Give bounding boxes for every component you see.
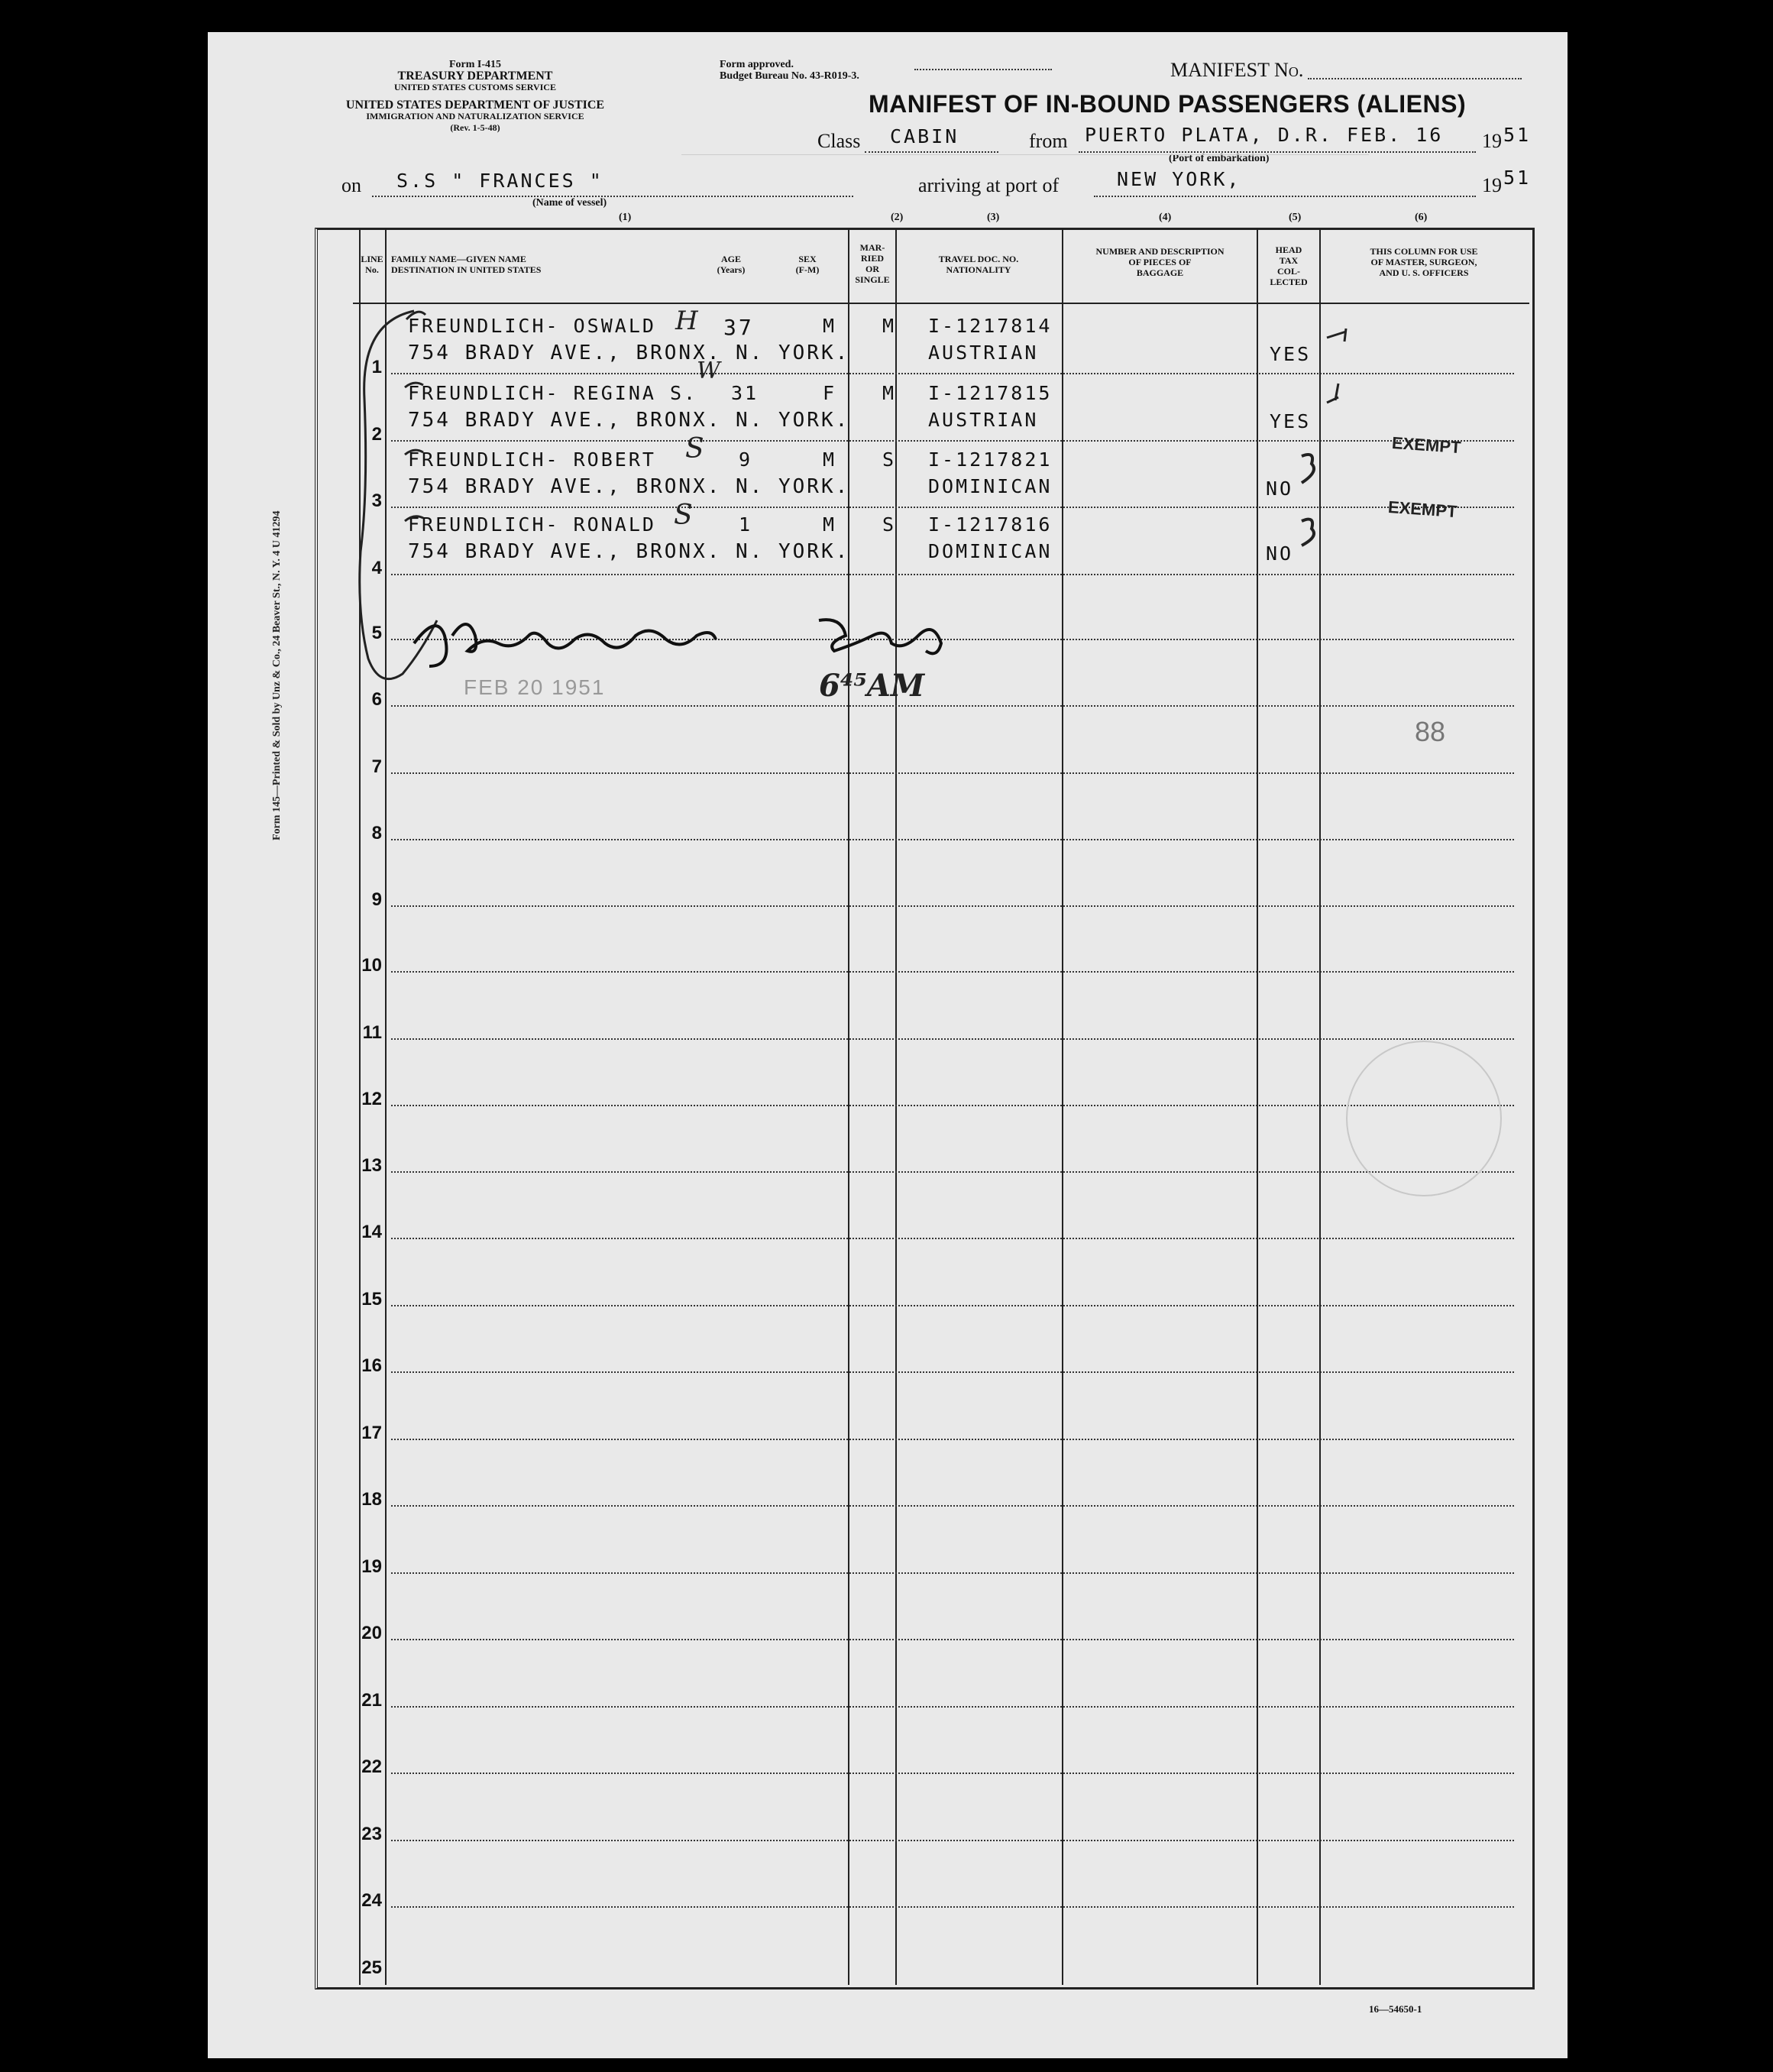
passenger-married: M: [882, 315, 897, 337]
vessel-name: S.S " FRANCES ": [396, 170, 603, 192]
row-rule: [391, 1572, 1514, 1574]
line-number: 3: [371, 490, 382, 511]
passenger-head-tax: YES: [1270, 410, 1312, 432]
footer-code: 16—54650-1: [1369, 2003, 1422, 2015]
passenger-doc-no: I-1217815: [928, 382, 1053, 404]
line-number: 22: [361, 1756, 382, 1777]
header-married: MAR- RIED OR SINGLE: [855, 242, 890, 285]
row-rule: [391, 1840, 1514, 1841]
col-number-3: (3): [987, 212, 1000, 223]
passenger-doc-no: I-1217814: [928, 315, 1053, 337]
passenger-mark: H: [675, 306, 698, 336]
check-mark: [1327, 384, 1338, 403]
form-approved: Form approved.: [720, 59, 794, 70]
inspector-initials: [819, 620, 941, 653]
printer-imprint: Form 145—Printed & Sold by Unz & Co., 24 Beaver St., N. Y. 4 U 41294: [271, 510, 283, 840]
line-number: 8: [371, 823, 382, 843]
line-number: 16: [361, 1355, 382, 1376]
justice-dept: UNITED STATES DEPARTMENT OF JUSTICE: [345, 99, 605, 112]
passenger-sex: M: [823, 315, 837, 337]
passenger-mark: W: [697, 358, 720, 384]
line-number: 5: [371, 623, 382, 643]
row-rule: [391, 1238, 1514, 1239]
tally-mark: [1302, 520, 1314, 546]
family-brace: [360, 311, 437, 679]
row-rule: [391, 1639, 1514, 1640]
line-number: 7: [371, 756, 382, 777]
inspector-signature: [414, 624, 716, 666]
row-rule: [391, 971, 1514, 973]
passenger-sex: M: [823, 513, 837, 536]
passenger-mark: S: [674, 500, 693, 531]
row-rule: [391, 1906, 1514, 1908]
passenger-age: 37: [723, 315, 754, 340]
passenger-name: FREUNDLICH- OSWALD: [408, 315, 656, 337]
row-rule: [391, 1171, 1514, 1173]
line-number: 18: [361, 1489, 382, 1510]
col-number-4: (4): [1159, 212, 1172, 223]
passenger-age: 9: [739, 448, 753, 471]
passenger-address: 754 BRADY AVE., BRONX. N. YORK.: [408, 409, 850, 432]
officer-exempt-stamp: EXEMPT: [1387, 497, 1458, 522]
from-label: from: [1029, 130, 1068, 152]
passenger-nationality: DOMINICAN: [928, 540, 1053, 562]
line-number: 6: [371, 689, 382, 710]
passenger-head-tax: NO: [1266, 542, 1294, 565]
passenger-name: FREUNDLICH- ROBERT: [408, 448, 656, 471]
line-number: 25: [361, 1957, 382, 1978]
on-label: on: [341, 174, 361, 196]
header-baggage: NUMBER AND DESCRIPTION OF PIECES OF BAGGAGE: [1095, 246, 1225, 278]
line-number: 12: [361, 1089, 382, 1109]
row-rule: [391, 905, 1514, 907]
line-number: 24: [361, 1890, 382, 1911]
passenger-sex: M: [823, 448, 837, 471]
manifest-no-label: MANIFEST No.: [1170, 59, 1304, 81]
manifest-title: MANIFEST OF IN-BOUND PASSENGERS (ALIENS): [869, 90, 1467, 118]
passenger-head-tax: NO: [1266, 478, 1294, 500]
budget-bureau: Budget Bureau No. 43-R019-3.: [720, 70, 859, 82]
bleed-through: [681, 124, 1369, 155]
passenger-sex: F: [823, 382, 837, 404]
col-number-2: (2): [891, 212, 904, 223]
port-embarkation-note: (Port of embarkation): [1169, 153, 1270, 164]
header-officers: THIS COLUMN FOR USE OF MASTER, SURGEON, AND U. S. OFFICERS: [1370, 246, 1478, 278]
passenger-doc-no: I-1217816: [928, 513, 1053, 536]
passenger-name: FREUNDLICH- RONALD: [408, 513, 656, 536]
line-number: 19: [361, 1556, 382, 1577]
date-received-stamp: FEB 20 1951: [464, 675, 606, 699]
row-strike: [405, 383, 423, 387]
treasury-dept: TREASURY DEPARTMENT: [397, 70, 553, 83]
vessel-note: (Name of vessel): [532, 197, 607, 209]
passenger-name: FREUNDLICH- REGINA S.: [408, 382, 698, 404]
passenger-nationality: AUSTRIAN: [928, 409, 1039, 431]
line-number: 20: [361, 1623, 382, 1643]
line-number: 2: [371, 424, 382, 445]
row-rule: [391, 1706, 1514, 1708]
line-number: 9: [371, 889, 382, 910]
line-number: 15: [361, 1289, 382, 1310]
line-number: 23: [361, 1824, 382, 1844]
col-number-1: (1): [619, 212, 632, 223]
row-rule: [391, 1305, 1514, 1306]
year-prefix: 19: [1482, 130, 1502, 152]
year-value: 51: [1503, 124, 1532, 146]
row-rule: [391, 1439, 1514, 1440]
row-rule: [391, 1371, 1514, 1373]
passenger-doc-no: I-1217821: [928, 448, 1053, 471]
row-rule: [391, 839, 1514, 840]
arrival-year-prefix: 19: [1482, 174, 1502, 196]
officer-exempt-stamp: EXEMPT: [1391, 432, 1462, 458]
header-age: AGE (Years): [717, 254, 746, 275]
header-travel-doc: TRAVEL DOC. NO. NATIONALITY: [938, 254, 1019, 275]
arriving-label: arriving at port of: [918, 174, 1060, 196]
passenger-nationality: DOMINICAN: [928, 475, 1053, 497]
passenger-married: S: [882, 513, 897, 536]
passenger-address: 754 BRADY AVE., BRONX. N. YORK.: [408, 540, 850, 563]
passenger-married: S: [882, 448, 897, 471]
row-strike: [405, 450, 423, 455]
header-name-destination: FAMILY NAME—GIVEN NAME DESTINATION IN UNITED STATES: [391, 254, 542, 275]
passenger-head-tax: YES: [1270, 343, 1312, 365]
class-label: Class: [817, 130, 861, 152]
header-head-tax: HEAD TAX COL- LECTED: [1270, 244, 1308, 287]
line-number: 13: [361, 1155, 382, 1176]
line-number: 10: [361, 955, 382, 976]
passenger-address: 754 BRADY AVE., BRONX. N. YORK.: [408, 342, 850, 364]
row-rule: [391, 1773, 1514, 1774]
passenger-address: 754 BRADY AVE., BRONX. N. YORK.: [408, 475, 850, 498]
row-rule: [391, 1105, 1514, 1106]
passenger-nationality: AUSTRIAN: [928, 342, 1039, 364]
passenger-married: M: [882, 382, 897, 404]
class-value: CABIN: [890, 125, 959, 147]
passenger-age: 31: [731, 382, 759, 404]
line-number: 21: [361, 1690, 382, 1711]
tally-mark: [1302, 455, 1314, 483]
check-mark: [1327, 329, 1346, 342]
page-number: 88: [1415, 716, 1446, 747]
arrival-port: NEW YORK,: [1117, 168, 1241, 190]
line-number: 17: [361, 1423, 382, 1443]
header-line-no: LINE No.: [361, 254, 383, 275]
col-number-5: (5): [1289, 212, 1302, 223]
manifest-page: [208, 32, 1568, 2058]
col-number-6: (6): [1415, 212, 1428, 223]
line-number: 4: [371, 558, 382, 578]
passenger-mark: S: [685, 433, 704, 465]
line-number: 1: [371, 357, 382, 377]
passenger-age: 1: [739, 513, 753, 536]
arrival-time-note: 6⁴⁵AM: [819, 668, 925, 704]
row-rule: [391, 1038, 1514, 1040]
row-rule: [391, 1505, 1514, 1507]
bleed-through-seal: [1346, 1041, 1502, 1196]
line-number: 14: [361, 1222, 382, 1242]
form-number: Form I-415: [448, 59, 502, 70]
header-sex: SEX (F-M): [795, 254, 820, 275]
line-number: 11: [362, 1022, 382, 1043]
ins-service: IMMIGRATION AND NATURALIZATION SERVICE: [366, 111, 584, 121]
from-value: PUERTO PLATA, D.R. FEB. 16: [1085, 124, 1444, 146]
row-strike: [405, 516, 423, 521]
customs-service: UNITED STATES CUSTOMS SERVICE: [394, 82, 556, 92]
arrival-year-value: 51: [1503, 167, 1532, 189]
revision: (Rev. 1-5-48): [450, 122, 500, 133]
